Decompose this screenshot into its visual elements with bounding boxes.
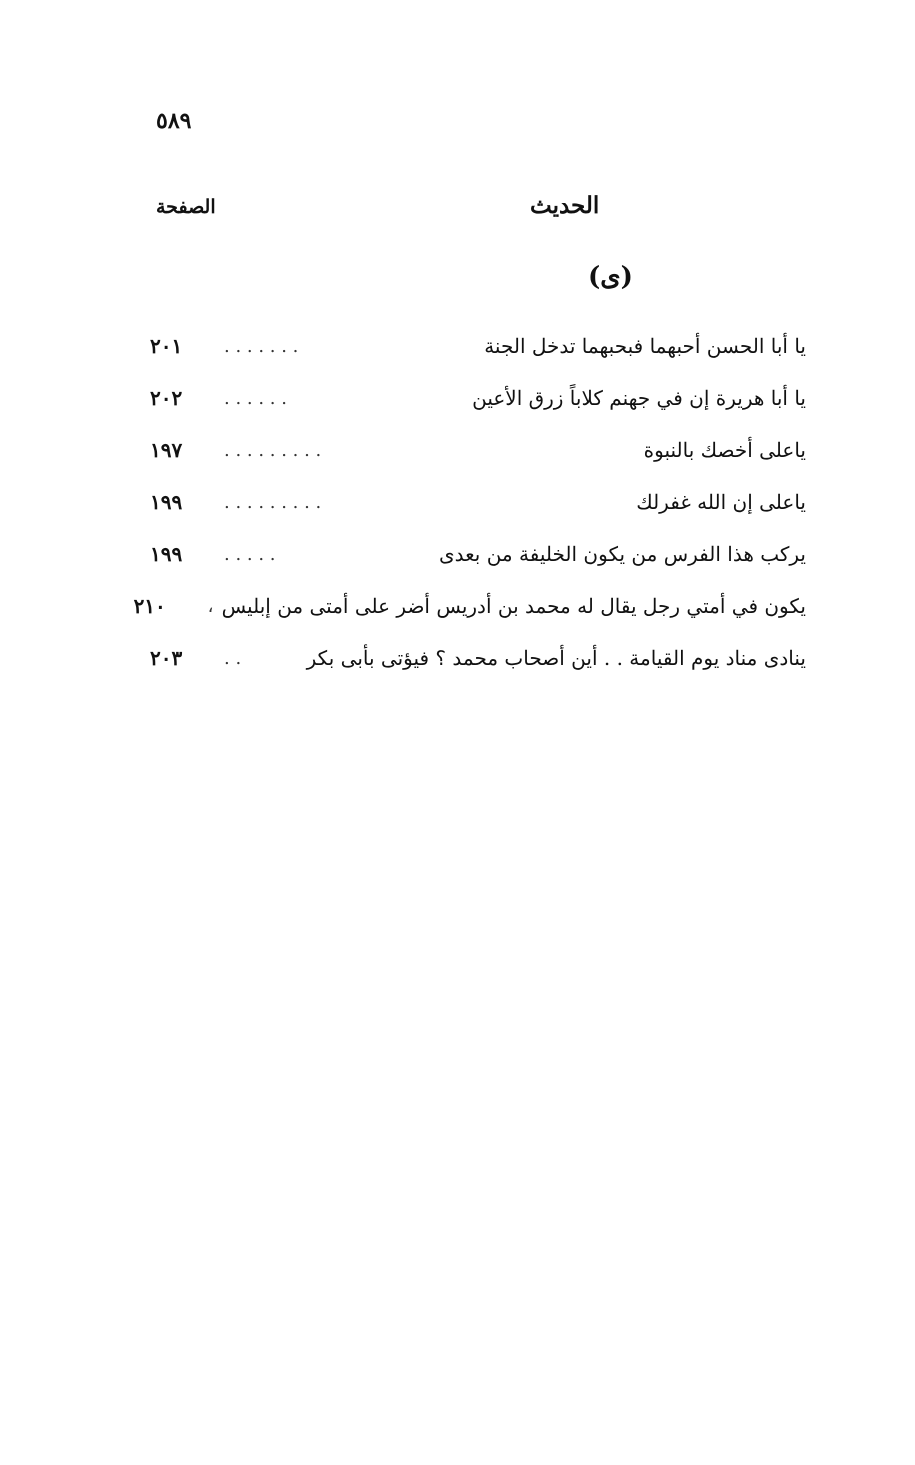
list-item [133,580,806,632]
page-reference: ٢٠٣ [150,646,183,670]
hadith-text: يركب هذا الفرس من يكون الخليفة من بعدى [438,542,806,566]
hadith-text: ينادى مناد يوم القيامة . . أين أصحاب محمد ؟ فيؤتى بأبى بكر [306,646,806,670]
hadith-text: يكون في أمتي رجل يقال له محمد بن أدريس أضر على أمتى من إبليس [221,594,806,618]
page-reference: ١٩٩ [150,542,183,566]
page-number: ٥٨٩ [156,108,192,134]
leader-dots: . . . . . . [224,387,287,409]
hadith-text: يا أبا هريرة إن في جهنم كلاباً زرق الأعين [472,386,806,410]
leader-dots: . . . . . . . . . [224,439,322,461]
column-header-hadith: الحديث [530,192,600,219]
leader-dots: . . [224,647,242,669]
page-reference: ٢٠١ [150,334,183,358]
leader-dots: . . . . . . . [224,335,299,357]
list-item [150,632,806,684]
hadith-text: ياعلى أخصك بالنبوة [643,438,806,462]
page-reference: ٢١٠ [133,594,166,618]
list-item [150,528,806,580]
page-reference: ١٩٩ [150,490,183,514]
leader-dots: . . . . . [224,543,276,565]
hadith-text: ياعلى إن الله غفرلك [636,490,806,514]
section-letter: (ى) [588,262,633,292]
column-header-page: الصفحة [156,196,216,218]
hadith-text: يا أبا الحسن أحبهما فبحبهما تدخل الجنة [484,334,806,358]
leader-dots: . . . . . . . . . [224,491,322,513]
page-reference: ٢٠٢ [150,386,183,410]
list-item [150,424,806,476]
page-reference: ١٩٧ [150,438,183,462]
list-item [150,476,806,528]
leader-dots: ، [207,595,214,617]
list-item [150,320,806,372]
list-item [150,372,806,424]
hadith-index-list [133,320,806,684]
